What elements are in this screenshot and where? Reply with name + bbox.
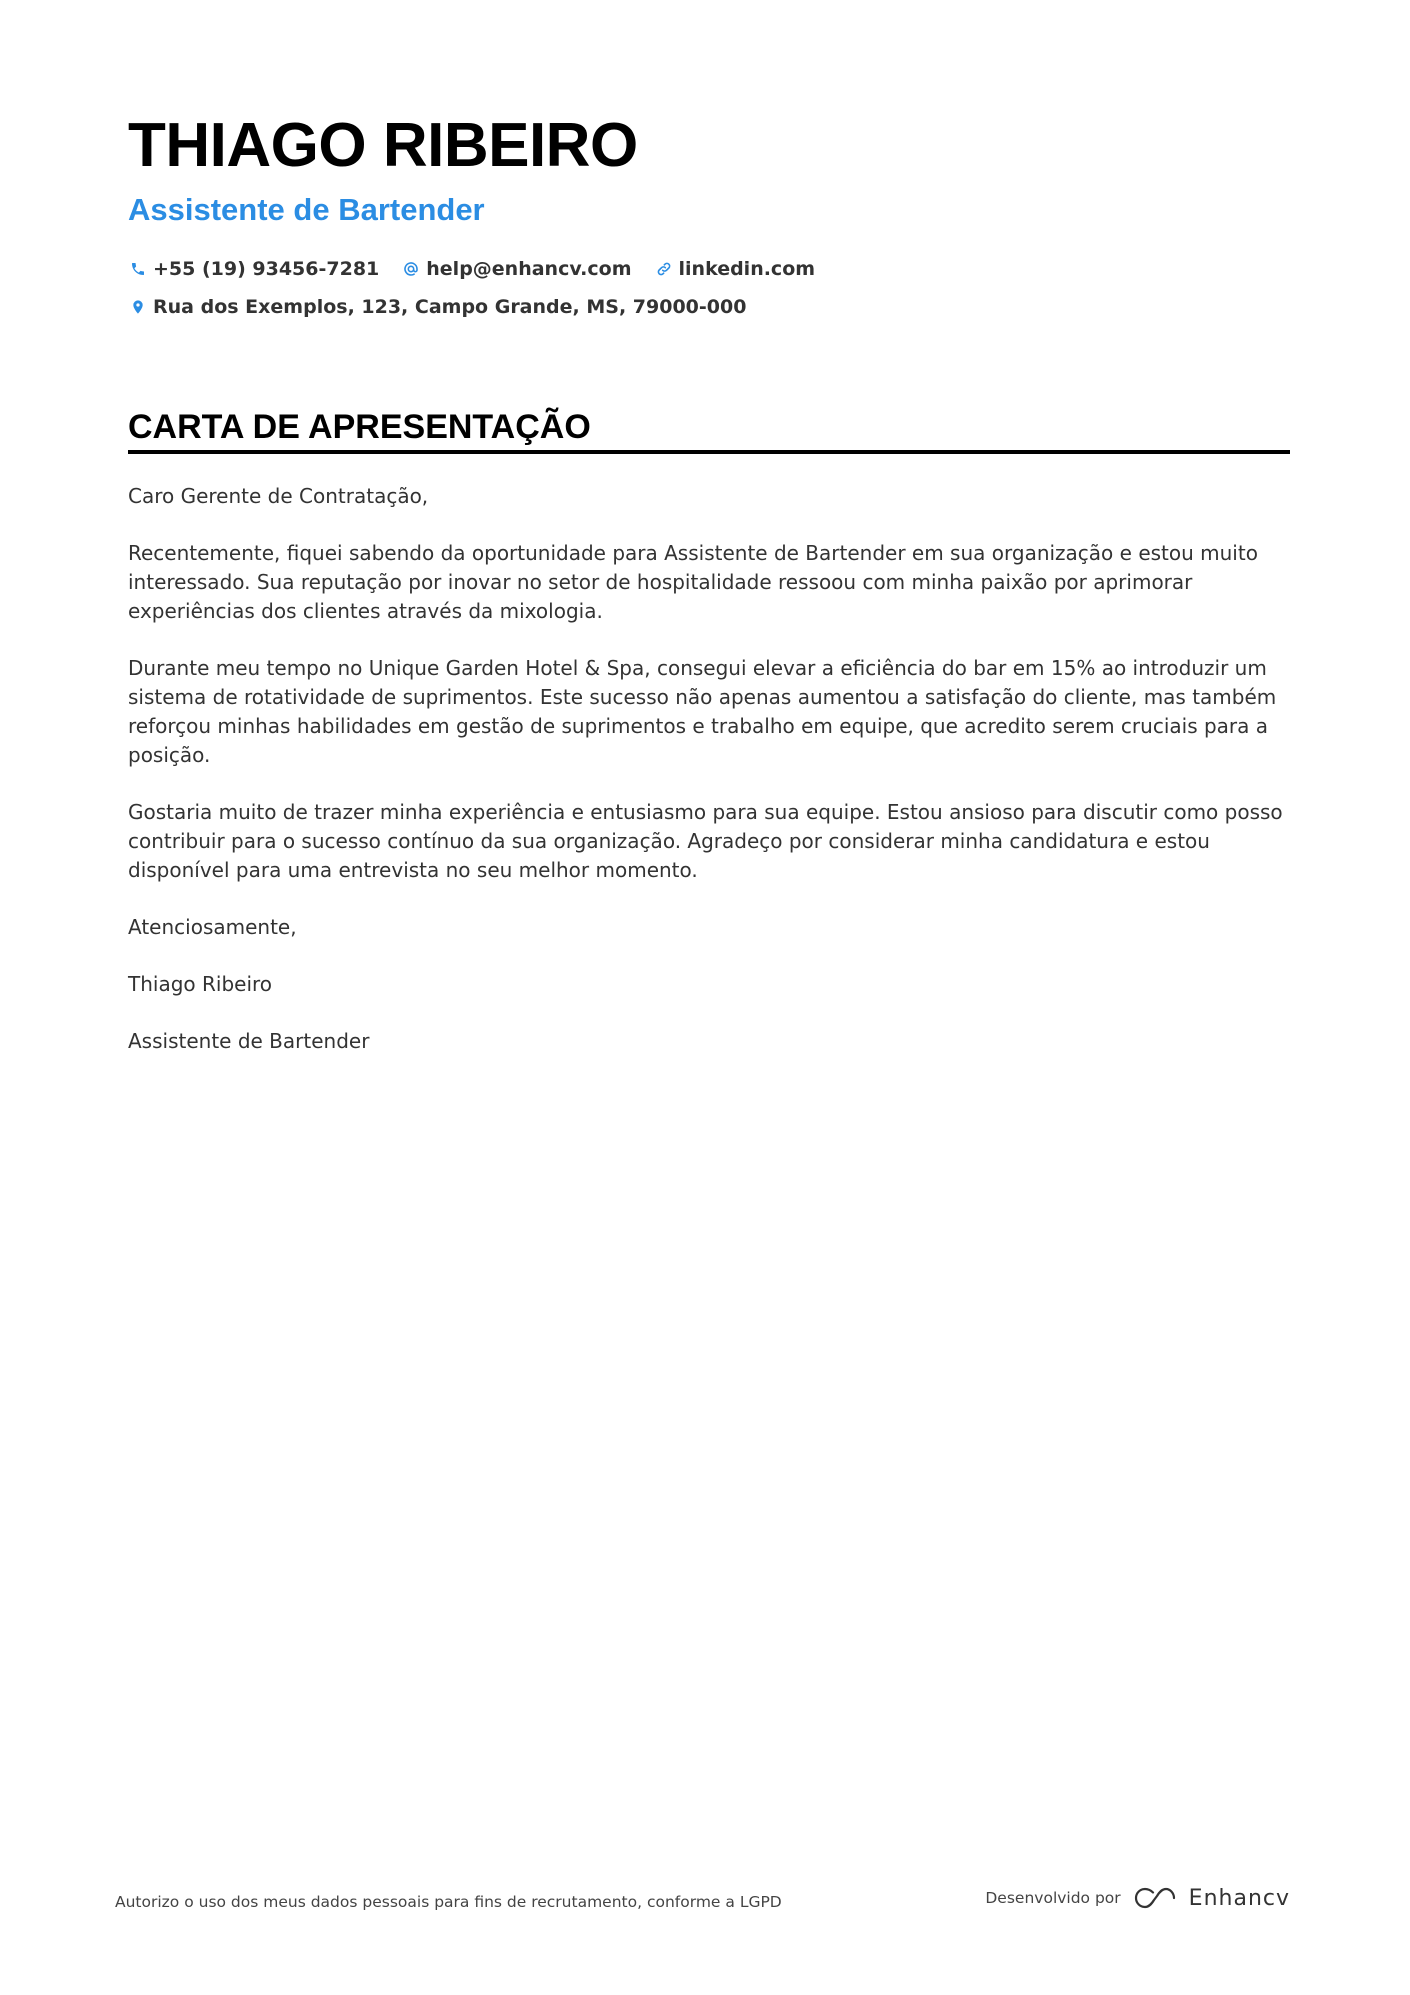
contact-info [128,250,1288,326]
paragraph-3: Gostaria muito de trazer minha experiência e entusiasmo para sua equipe. Estou ansioso para discutir como posso contribuir para o sucesso contínuo da sua organização. Agradeço por considerar minha candidatura e estou disponível para uma entrevista no seu melhor momento. [128,800,1283,882]
letter-body [128,482,1290,1056]
contact-email [401,258,631,280]
powered-by-label: Desenvolvido por [985,1889,1121,1907]
phone-icon [128,259,148,279]
paragraph-1: Recentemente, fiquei sabendo da oportunidade para Assistente de Bartender em sua organização e estou muito interessado. Sua reputação por inovar no setor de hospitalidade ressoou com minha paixão por aprimorar experiências dos clientes através da mixologia. [128,541,1258,623]
signature-title: Assistente de Bartender [128,1029,370,1053]
salutation: Caro Gerente de Contratação, [128,484,429,508]
website-link[interactable]: linkedin.com [678,258,816,280]
header [128,110,1288,326]
closing: Atenciosamente, [128,915,297,939]
contact-row-2 [128,288,1288,326]
powered-by [985,1885,1290,1911]
candidate-name: THIAGO RIBEIRO [128,111,638,180]
consent-note: Autorizo o uso dos meus dados pessoais para fins de recrutamento, conforme a LGPD [115,1893,782,1911]
enhancv-logo-icon [1133,1885,1179,1911]
contact-phone [128,258,379,280]
at-icon [401,259,421,279]
contact-website [654,258,816,280]
contact-address [128,296,746,318]
section-divider [128,450,1290,454]
email-address[interactable]: help@enhancv.com [426,258,632,280]
location-pin-icon [128,297,148,317]
contact-row-1 [128,250,1288,288]
link-icon [654,259,674,279]
signature-name: Thiago Ribeiro [128,972,273,996]
candidate-title: Assistente de Bartender [128,192,485,227]
cover-letter-section [128,404,1290,1084]
brand-name[interactable]: Enhancv [1188,1885,1290,1911]
paragraph-2: Durante meu tempo no Unique Garden Hotel & Spa, consegui elevar a eficiência do bar em 15% ao introduzir um sistema de rotatividade de suprimentos. Este sucesso não apenas aumentou a satisfação do cliente, mas também reforçou minhas habilidades em gestão de suprimentos e trabalho em equipe, que acredito serem cruciais para a posição. [128,656,1277,767]
phone-number: +55 (19) 93456-7281 [153,258,380,280]
address: Rua dos Exemplos, 123, Campo Grande, MS, 79000-000 [153,296,747,318]
section-title: CARTA DE APRESENTAÇÃO [128,408,591,446]
